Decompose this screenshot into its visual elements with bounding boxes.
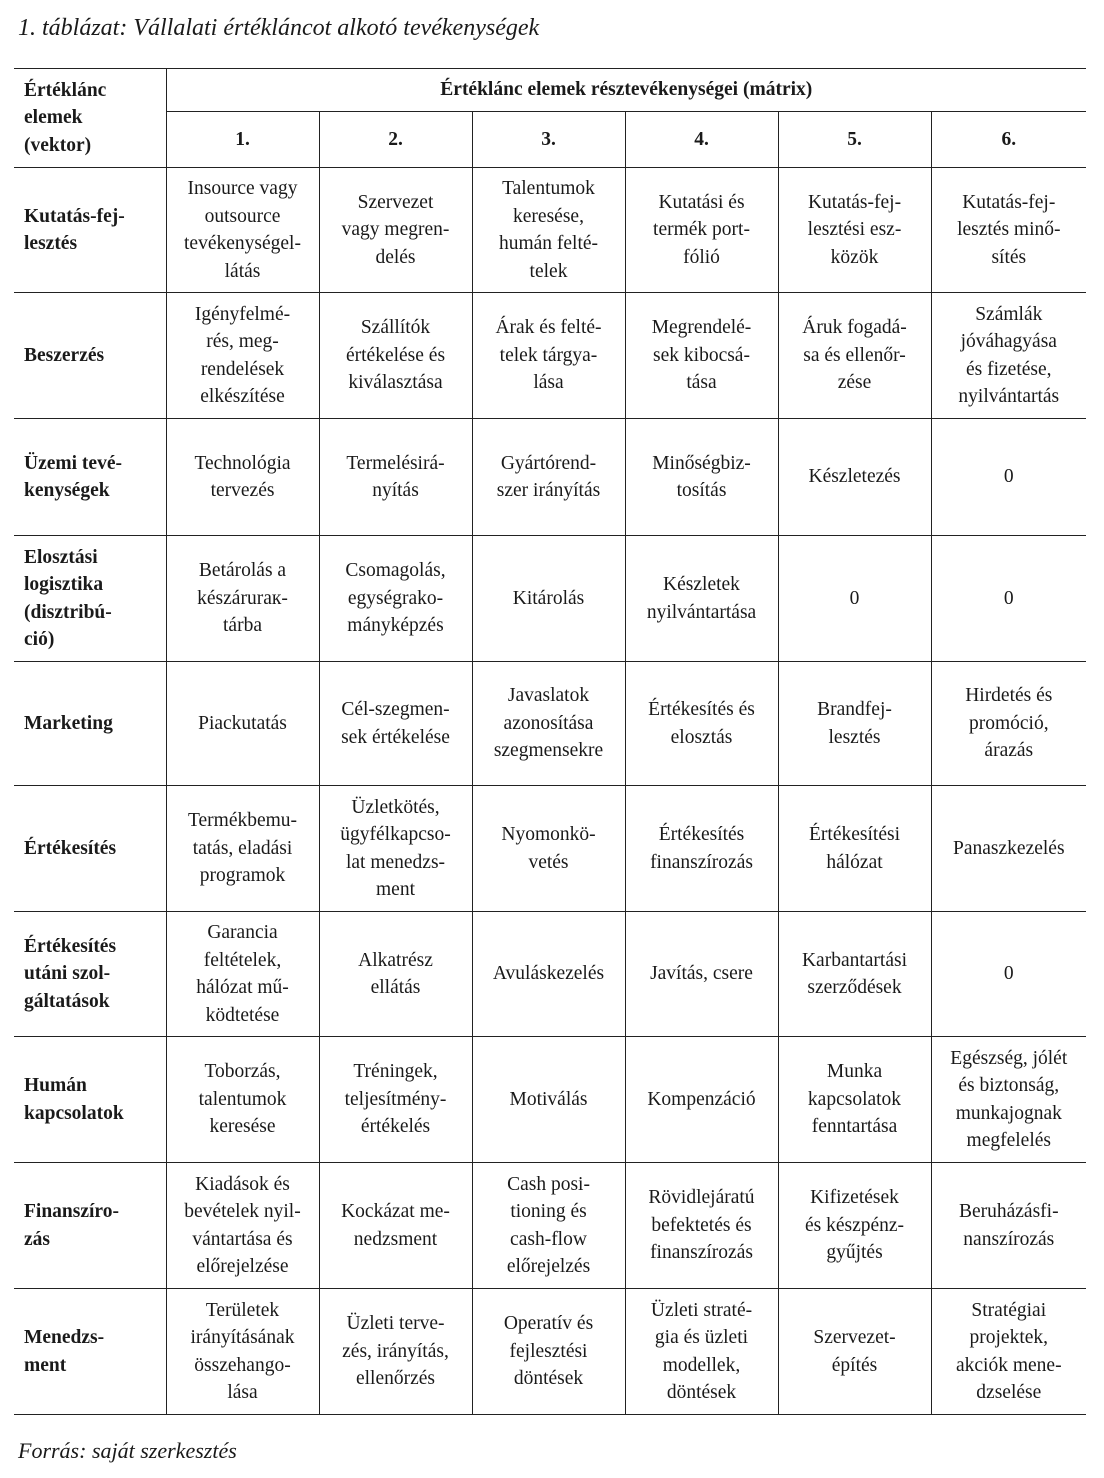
cell-text: Motiválás <box>509 1088 588 1110</box>
cell-text: Csomagolás, egységrako- mányképzés <box>345 560 446 637</box>
table-cell <box>166 662 319 786</box>
cell-text: Toborzás, talentumok keresése <box>198 1061 287 1138</box>
corner-header-text: Értéklánc elemek (vektor) <box>24 79 107 156</box>
column-header: 3. <box>472 112 625 168</box>
table-cell <box>319 419 472 536</box>
row-header-text: Menedzs- ment <box>24 1327 105 1376</box>
cell-text: Stratégiai projektek, akciók mene- dzselése <box>955 1299 1062 1403</box>
table-caption: 1. táblázat: Vállalati értékláncot alkotó tevékenységek <box>18 15 540 41</box>
table-cell <box>931 1037 1086 1163</box>
cell-text: 0 <box>849 587 860 609</box>
row-header <box>14 1289 166 1415</box>
table-cell <box>931 419 1086 536</box>
cell-text: Avuláskezelés <box>492 963 605 985</box>
cell-text: Megrendelé- sek kibocsá- tása <box>651 317 752 394</box>
table-cell <box>931 536 1086 662</box>
column-header: 5. <box>778 112 931 168</box>
table-cell <box>931 912 1086 1037</box>
cell-text: Beruházásfi- nanszírozás <box>958 1201 1059 1250</box>
cell-text: Áruk fogadá- sa és ellenőr- zése <box>802 317 907 394</box>
table-cell <box>319 1163 472 1289</box>
table-cell <box>319 536 472 662</box>
column-header: 4. <box>625 112 778 168</box>
row-header-text: Marketing <box>24 712 113 734</box>
table-cell <box>472 1163 625 1289</box>
row-header-text: Értékesítés <box>24 837 117 859</box>
table-cell <box>778 536 931 662</box>
row-header <box>14 912 166 1037</box>
table-cell <box>625 1163 778 1289</box>
cell-text: Kutatás-fej- lesztés minő- sítés <box>957 191 1061 268</box>
table-row <box>14 419 1086 536</box>
table-cell <box>931 293 1086 419</box>
cell-text: Kitárolás <box>512 587 585 609</box>
cell-text: Kifizetések és készpénz- gyűjtés <box>804 1187 905 1264</box>
table-cell <box>778 912 931 1037</box>
table-cell <box>625 1289 778 1415</box>
cell-text: 0 <box>1003 466 1014 488</box>
table-cell <box>472 293 625 419</box>
row-header <box>14 662 166 786</box>
row-header <box>14 1037 166 1163</box>
cell-text: Készletek nyilvántartása <box>646 574 757 623</box>
table-cell <box>319 662 472 786</box>
row-header-text: Elosztási logisztika (disztribú- ció) <box>24 546 112 650</box>
cell-text: Alkatrész ellátás <box>358 949 433 998</box>
cell-text: Igényfelmé- rés, meg- rendelések elkészítése <box>194 303 291 407</box>
table-cell <box>472 536 625 662</box>
table-cell <box>319 1289 472 1415</box>
table-cell <box>472 786 625 912</box>
table-cell <box>472 419 625 536</box>
cell-text: Gyártórend- szer irányítás <box>496 452 601 501</box>
column-number-row <box>14 112 1086 168</box>
cell-text: Tréningek, teljesítmény- értékelés <box>344 1061 447 1138</box>
table-body <box>14 168 1086 1415</box>
table-cell <box>778 1289 931 1415</box>
row-header-text: Finanszíro- zás <box>24 1201 119 1250</box>
cell-text: Értékesítés finanszírozás <box>650 824 753 873</box>
table-cell <box>166 168 319 293</box>
table-cell <box>778 419 931 536</box>
row-header <box>14 293 166 419</box>
row-header <box>14 536 166 662</box>
cell-text: Operatív és fejlesztési döntések <box>503 1313 594 1390</box>
table-cell <box>625 1037 778 1163</box>
value-chain-table <box>14 68 1086 1415</box>
table-cell <box>778 662 931 786</box>
cell-text: Brandfej- lesztés <box>817 699 892 748</box>
matrix-header: Értéklánc elemek résztevékenységei (mátrix) <box>166 69 1086 112</box>
cell-text: Szervezet- építés <box>813 1327 896 1376</box>
table-cell <box>319 293 472 419</box>
column-header: 1. <box>166 112 319 168</box>
cell-text: Munka kapcsolatok fenntartása <box>807 1061 902 1138</box>
table-row <box>14 786 1086 912</box>
cell-text: 0 <box>1003 587 1014 609</box>
table-cell <box>778 293 931 419</box>
table-cell <box>166 1163 319 1289</box>
table-header <box>14 69 1086 168</box>
cell-text: Javítás, csere <box>650 963 753 985</box>
cell-text: Hirdetés és promóció, árazás <box>965 685 1053 762</box>
cell-text: Egészség, jólét és biztonság, munkajognak megfelelés <box>950 1047 1068 1151</box>
cell-text: Szállítók értékelése és kiválasztása <box>345 317 446 394</box>
cell-text: Insource vagy outsource tevékenységel- látás <box>184 178 301 282</box>
table-cell <box>625 912 778 1037</box>
table-cell <box>472 662 625 786</box>
table-row <box>14 662 1086 786</box>
table-cell <box>319 168 472 293</box>
table-cell <box>472 912 625 1037</box>
row-header <box>14 168 166 293</box>
cell-text: Kutatási és termék port- fólió <box>653 191 750 268</box>
cell-text: Betárolás a készáruraк- tárba <box>197 560 288 637</box>
cell-text: Értékesítés és elosztás <box>648 699 755 748</box>
table-cell <box>319 786 472 912</box>
row-header <box>14 419 166 536</box>
table-cell <box>625 786 778 912</box>
table-cell <box>625 168 778 293</box>
cell-text: Panaszkezelés <box>953 837 1065 859</box>
cell-text: Karbantartási szerződések <box>801 949 908 998</box>
cell-text: Technológia tervezés <box>194 452 291 501</box>
table-cell <box>931 168 1086 293</box>
cell-text: Üzletkötés, ügyfélkapcso- lat menedzs- ment <box>340 796 451 900</box>
table-row <box>14 168 1086 293</box>
row-header-text: Üzemi tevé- kenységek <box>24 452 122 501</box>
cell-text: Garancia feltételek, hálózat mű- ködtetése <box>196 922 289 1026</box>
table-cell <box>166 912 319 1037</box>
table-row <box>14 912 1086 1037</box>
cell-text: Értékesítési hálózat <box>809 824 900 873</box>
table-cell <box>778 1163 931 1289</box>
cell-text: Javaslatok azonosítása szegmensekre <box>493 685 604 762</box>
table-row <box>14 536 1086 662</box>
cell-text: 0 <box>1003 963 1014 985</box>
table-source: Forrás: saját szerkesztés <box>18 1438 237 1463</box>
table-cell <box>778 1037 931 1163</box>
table-cell <box>319 1037 472 1163</box>
cell-text: Területek irányításának összehango- lása <box>190 1299 295 1403</box>
table-cell <box>931 662 1086 786</box>
cell-text: Kutatás-fej- lesztési esz- közök <box>807 191 902 268</box>
table-cell <box>931 1163 1086 1289</box>
table-cell <box>166 293 319 419</box>
cell-text: Kiadások és bevételek nyil- vántartása és előrejelzése <box>184 1173 301 1277</box>
cell-text: Piackutatás <box>198 712 287 734</box>
table-cell <box>166 419 319 536</box>
row-header-text: Kutatás-fej- lesztés <box>24 205 125 254</box>
row-header-text: Beszerzés <box>24 344 105 366</box>
table-cell <box>931 786 1086 912</box>
cell-text: Termékbemu- tatás, eladási programok <box>187 810 298 887</box>
cell-text: Cash posi- tioning és cash-flow előrejelzés <box>506 1173 591 1277</box>
row-header <box>14 786 166 912</box>
table-cell <box>625 536 778 662</box>
cell-text: Számlák jóváhagyása és fizetése, nyilvántartás <box>958 303 1060 407</box>
table-row <box>14 1163 1086 1289</box>
row-header <box>14 1163 166 1289</box>
cell-text: Üzleti terve- zés, irányítás, ellenőrzés <box>342 1313 449 1390</box>
cell-text: Kompenzáció <box>647 1088 756 1110</box>
table-cell <box>625 419 778 536</box>
table-cell <box>625 662 778 786</box>
cell-text: Árak és felté- telek tárgya- lása <box>495 317 602 394</box>
corner-header <box>14 69 166 168</box>
cell-text: Üzleti straté- gia és üzleti modellek, döntések <box>650 1299 753 1403</box>
table-row <box>14 293 1086 419</box>
cell-text: Szervezet vagy megren- delés <box>341 191 450 268</box>
cell-text: Talentumok keresése, humán felté- telek <box>498 178 599 282</box>
table-row <box>14 1037 1086 1163</box>
cell-text: Cél-szegmen- sek értékelése <box>341 699 450 748</box>
table-cell <box>778 786 931 912</box>
cell-text: Készletezés <box>808 466 901 488</box>
table-cell <box>778 168 931 293</box>
table-cell <box>166 786 319 912</box>
table-cell <box>625 293 778 419</box>
table-cell <box>166 536 319 662</box>
row-header-text: Értékesítés utáni szol- gáltatások <box>24 935 117 1012</box>
table-cell <box>472 1289 625 1415</box>
cell-text: Termelésirá- nyítás <box>346 452 445 501</box>
column-header: 6. <box>931 112 1086 168</box>
table-cell <box>472 1037 625 1163</box>
cell-text: Nyomonkö- vetés <box>501 824 596 873</box>
column-header: 2. <box>319 112 472 168</box>
table-row <box>14 1289 1086 1415</box>
cell-text: Minőségbiz- tosítás <box>652 452 751 501</box>
cell-text: Kockázat me- nedzsment <box>341 1201 450 1250</box>
table-cell <box>931 1289 1086 1415</box>
cell-text: Rövidlejáratú befektetés és finanszírozás <box>648 1187 755 1264</box>
table-cell <box>166 1037 319 1163</box>
row-header-text: Humán kapcsolatok <box>24 1075 124 1124</box>
table-cell <box>166 1289 319 1415</box>
table-cell <box>319 912 472 1037</box>
table-cell <box>472 168 625 293</box>
